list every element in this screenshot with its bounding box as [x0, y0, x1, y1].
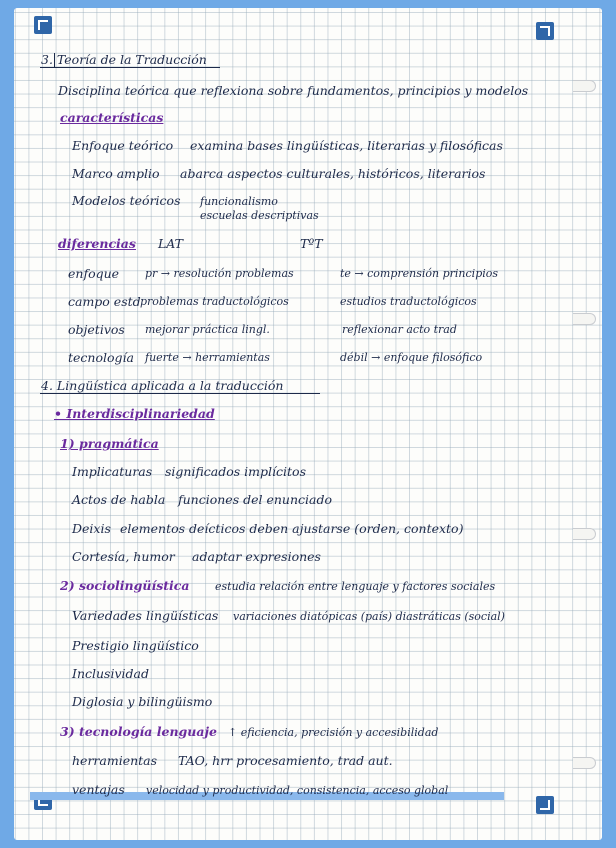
- row-cell: fuerte → herramientas: [145, 351, 270, 364]
- row-cell: pr → resolución problemas: [145, 267, 294, 280]
- subheading: características: [60, 110, 164, 125]
- item-text: examina bases lingüísticas, literarias y filosóficas: [190, 138, 503, 153]
- item-text: adaptar expresiones: [192, 549, 321, 564]
- item-label: Deixis: [72, 521, 111, 536]
- title-rule: [40, 393, 320, 394]
- section-title: 3. Teoría de la Traducción: [41, 52, 207, 67]
- row-cell: estudios traductológicos: [340, 295, 477, 308]
- row-cell: problemas traductológicos: [140, 295, 289, 308]
- subheading: 1) pragmática: [60, 436, 159, 451]
- notebook-page: [14, 8, 602, 840]
- item-text: abarca aspectos culturales, históricos, literarios: [180, 166, 486, 181]
- corner-mark-icon: [34, 16, 52, 34]
- binder-hole-icon: [573, 757, 596, 769]
- column-header: LAT: [158, 236, 183, 251]
- corner-mark-icon: [536, 796, 554, 814]
- row-cell: mejorar práctica lingl.: [145, 323, 270, 336]
- binder-hole-icon: [573, 80, 596, 92]
- row-label: campo estd: [68, 294, 141, 309]
- subheading: 3) tecnología lenguaje: [60, 724, 217, 739]
- item-text: funcionalismo: [200, 195, 278, 208]
- item-label: Inclusividad: [72, 666, 149, 681]
- item-label: herramientas: [72, 753, 158, 768]
- item-text: estudia relación entre lenguaje y factores sociales: [215, 580, 496, 593]
- item-text: escuelas descriptivas: [200, 209, 319, 222]
- row-label: objetivos: [68, 322, 125, 337]
- item-label: ventajas: [72, 782, 125, 797]
- definition-line: Disciplina teórica que reflexiona sobre fundamentos, principios y modelos: [58, 83, 529, 98]
- binder-hole-icon: [573, 313, 596, 325]
- item-text: elementos deícticos deben ajustarse (orden, contexto): [120, 521, 464, 536]
- item-text: TAO, hrr procesamiento, trad aut.: [178, 753, 393, 768]
- title-rule: [40, 67, 220, 68]
- row-cell: débil → enfoque filosófico: [340, 351, 483, 364]
- corner-mark-icon: [536, 22, 554, 40]
- row-cell: te → comprensión principios: [340, 267, 499, 280]
- section-title: 4. Lingüística aplicada a la traducción: [41, 378, 284, 393]
- item-text: velocidad y productividad, consistencia, acceso global: [146, 784, 449, 797]
- item-text: ↑ eficiencia, precisión y accesibilidad: [228, 726, 439, 739]
- item-label: Prestigio lingüístico: [72, 638, 199, 653]
- subheading: • Interdisciplinariedad: [54, 406, 215, 421]
- item-label: Enfoque teórico: [72, 138, 174, 153]
- item-text: variaciones diatópicas (país) diastráticas (social): [233, 610, 505, 623]
- subheading: 2) sociolingüística: [60, 578, 190, 593]
- binder-hole-icon: [573, 528, 596, 540]
- subheading: diferencias: [58, 236, 136, 251]
- item-label: Marco amplio: [72, 166, 160, 181]
- item-label: Modelos teóricos: [72, 193, 181, 208]
- column-header: TºT: [300, 236, 323, 251]
- item-label: Variedades lingüísticas: [72, 608, 219, 623]
- row-label: enfoque: [68, 266, 120, 281]
- item-label: Actos de habla: [72, 492, 166, 507]
- item-text: funciones del enunciado: [178, 492, 332, 507]
- item-text: significados implícitos: [165, 464, 306, 479]
- row-cell: reflexionar acto trad: [342, 323, 457, 336]
- item-label: Cortesía, humor: [72, 549, 175, 564]
- row-label: tecnología: [68, 350, 134, 365]
- item-label: Implicaturas: [72, 464, 153, 479]
- item-label: Diglosia y bilingüismo: [72, 694, 213, 709]
